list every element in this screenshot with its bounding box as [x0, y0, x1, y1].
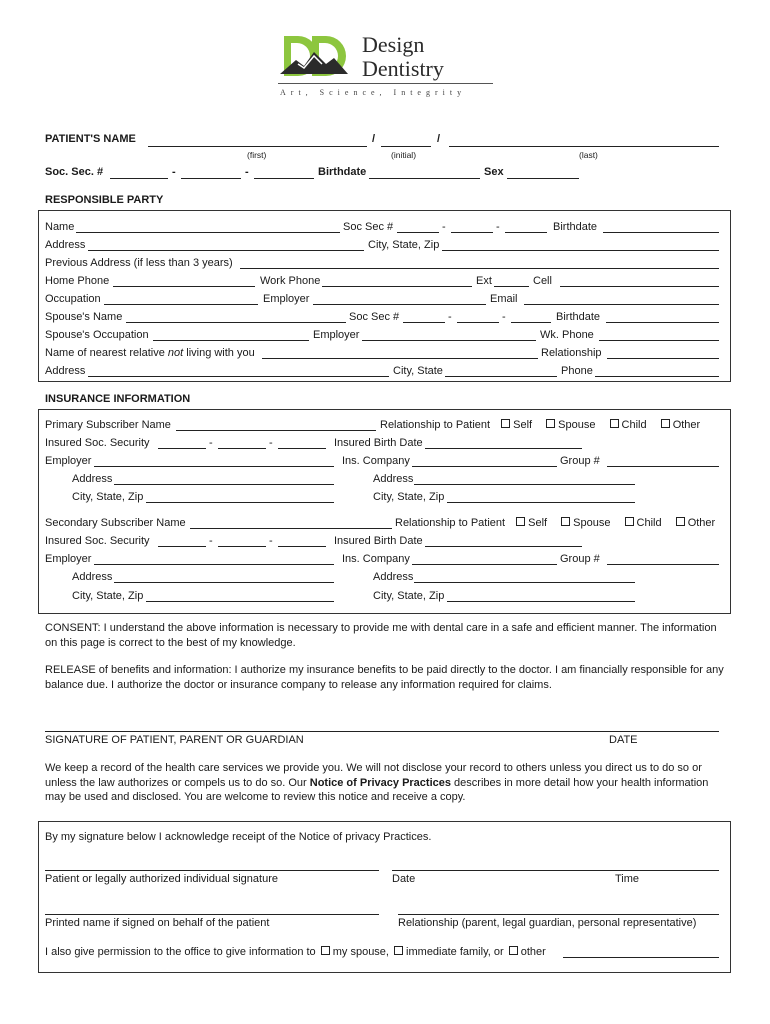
rp-socsec-label: Soc Sec # — [343, 221, 394, 233]
spouse-checkbox[interactable] — [546, 419, 555, 428]
ack-date-time-field[interactable] — [392, 870, 719, 871]
self-checkbox[interactable] — [501, 419, 510, 428]
ins-company-label: Ins. Company — [342, 455, 410, 467]
rp-spouse-employer-field[interactable] — [362, 340, 536, 341]
ack-signature-label: Patient or legally authorized individual signature — [45, 873, 278, 885]
ins2-ss-field-2[interactable] — [218, 546, 266, 547]
rp-socsec-field-1[interactable] — [397, 232, 439, 233]
logo-mark-icon — [278, 34, 356, 78]
rp-address-field[interactable] — [88, 250, 364, 251]
ack-printed-label: Printed name if signed on behalf of the patient — [45, 917, 270, 929]
rp-prev-address-label: Previous Address (if less than 3 years) — [45, 257, 233, 269]
privacy-post: describes in more detail how your health information may be used and disclosed. You are welcome to review this notice and receive a copy. — [45, 776, 709, 803]
rp-city-state-field[interactable] — [445, 376, 557, 377]
ins-secondary-field[interactable] — [190, 528, 392, 529]
ins2-company-field[interactable] — [412, 564, 557, 565]
ssn-field-3[interactable] — [254, 178, 314, 179]
rp-spouse-socsec-field-1[interactable] — [403, 322, 445, 323]
rp-citystatezip-field[interactable] — [442, 250, 719, 251]
nearest-italic: not — [167, 347, 184, 359]
signature-date-label: DATE — [609, 734, 638, 746]
ins2-co-address-field[interactable] — [414, 582, 635, 583]
ins-primary-label: Primary Subscriber Name — [45, 419, 171, 431]
self-checkbox[interactable] — [516, 517, 525, 526]
ins2-ss-field-3[interactable] — [278, 546, 326, 547]
slash: / — [372, 133, 376, 145]
ins-birth-field[interactable] — [425, 448, 582, 449]
ins-secondary-relationship — [395, 517, 715, 530]
rp-email-label: Email — [490, 293, 518, 305]
ack-time-label: Time — [615, 873, 640, 885]
dash: - — [209, 437, 213, 449]
ins-employer-label: Employer — [45, 455, 92, 467]
dash: - — [448, 311, 452, 323]
relationship-label: Relationship to Patient — [380, 419, 491, 431]
dash: - — [502, 311, 506, 323]
dash: - — [269, 535, 273, 547]
initial-caption: (initial) — [391, 150, 417, 160]
logo — [278, 30, 493, 98]
ins2-emp-address-label: Address — [72, 571, 113, 583]
rp-spouse-socsec-field-3[interactable] — [511, 322, 551, 323]
rp-relative-address-label: Address — [45, 365, 86, 377]
rp-occupation-field[interactable] — [104, 304, 258, 305]
rp-nearest-label — [45, 347, 255, 360]
ins2-emp-address-field[interactable] — [114, 582, 334, 583]
ins-primary-field[interactable] — [176, 430, 376, 431]
rp-prev-address-field[interactable] — [240, 268, 719, 269]
ins-emp-city-field[interactable] — [146, 502, 334, 503]
other-checkbox[interactable] — [661, 419, 670, 428]
other-permission-checkbox[interactable] — [509, 946, 518, 955]
ins2-birth-label: Insured Birth Date — [334, 535, 423, 547]
dash: - — [442, 221, 446, 233]
ins-emp-address-label: Address — [72, 473, 113, 485]
patient-initial-field[interactable] — [381, 146, 431, 147]
child-checkbox[interactable] — [625, 517, 634, 526]
privacy-pre: We keep a record of the health care services we provide you. We will not disclose your record to others unless you direct us to do so or unless the law authorizes or compels us to do so. Our — [45, 762, 702, 789]
sex-field[interactable] — [507, 178, 579, 179]
ins-emp-address-field[interactable] — [114, 484, 334, 485]
self-label: Self — [528, 517, 548, 529]
ack-relationship-label: Relationship (parent, legal guardian, personal representative) — [398, 917, 697, 929]
rp-citystatezip-label: City, State, Zip — [368, 239, 440, 251]
ins2-employer-field[interactable] — [94, 564, 334, 565]
rp-address-label: Address — [45, 239, 86, 251]
other-checkbox[interactable] — [676, 517, 685, 526]
slash: / — [437, 133, 441, 145]
rp-work-phone-label: Work Phone — [260, 275, 321, 287]
ins-secondary-label: Secondary Subscriber Name — [45, 517, 186, 529]
ins2-employer-label: Employer — [45, 553, 92, 565]
ins2-ss-label: Insured Soc. Security — [45, 535, 150, 547]
rp-phone-label: Phone — [561, 365, 593, 377]
patient-last-field[interactable] — [449, 146, 719, 147]
ack-relationship-field[interactable] — [398, 914, 719, 915]
child-label: Child — [621, 419, 647, 431]
logo-line1: Design — [362, 32, 425, 57]
first-caption: (first) — [247, 150, 267, 160]
ssn-label: Soc. Sec. # — [45, 166, 104, 178]
signature-field[interactable] — [45, 731, 719, 732]
ins2-group-label: Group # — [560, 553, 600, 565]
spouse-label: Spouse — [573, 517, 611, 529]
ins2-co-city-label: City, State, Zip — [373, 590, 445, 602]
dash: - — [209, 535, 213, 547]
ins-ss-field-2[interactable] — [218, 448, 266, 449]
ins-co-address-field[interactable] — [414, 484, 635, 485]
dash: - — [245, 166, 249, 178]
ins-co-city-label: City, State, Zip — [373, 491, 445, 503]
rp-socsec-field-3[interactable] — [505, 232, 547, 233]
ack-signature-field[interactable] — [45, 870, 379, 871]
ins-group-field[interactable] — [607, 466, 719, 467]
ins-primary-relationship — [380, 419, 700, 432]
self-label: Self — [513, 419, 533, 431]
rp-spouse-employer-label: Employer — [313, 329, 360, 341]
responsible-heading: RESPONSIBLE PARTY — [45, 194, 164, 206]
rp-spouse-socsec-label: Soc Sec # — [349, 311, 400, 323]
rp-phone-field[interactable] — [595, 376, 719, 377]
ins2-group-field[interactable] — [607, 564, 719, 565]
rp-socsec-field-2[interactable] — [451, 232, 493, 233]
other-label: Other — [687, 517, 716, 529]
rp-spouse-occupation-label: Spouse's Occupation — [45, 329, 149, 341]
ins2-co-address-label: Address — [373, 571, 414, 583]
insurance-heading: INSURANCE INFORMATION — [45, 393, 191, 405]
ack-other-field[interactable] — [563, 957, 719, 958]
consent-text: CONSENT: I understand the above information is necessary to provide me with dental care in a safe and efficient manner. The information on this page is correct to the best of my knowledge. — [45, 622, 717, 649]
ssn-field-2[interactable] — [181, 178, 241, 179]
child-label: Child — [636, 517, 662, 529]
rp-cell-label: Cell — [533, 275, 552, 287]
dash: - — [496, 221, 500, 233]
rp-relationship-field[interactable] — [607, 358, 719, 359]
birthdate-field[interactable] — [369, 178, 480, 179]
rp-wk-phone-field[interactable] — [599, 340, 719, 341]
nearest-post: living with you — [183, 347, 255, 359]
privacy-text — [45, 761, 725, 805]
rp-wk-phone-label: Wk. Phone — [540, 329, 594, 341]
last-caption: (last) — [579, 150, 598, 160]
rp-birthdate-label: Birthdate — [553, 221, 598, 233]
other-permission-label: other — [520, 946, 546, 958]
rp-home-phone-label: Home Phone — [45, 275, 110, 287]
ins2-company-label: Ins. Company — [342, 553, 410, 565]
nearest-pre: Name of nearest relative — [45, 347, 168, 359]
ack-permission — [45, 946, 546, 959]
ins2-birth-field[interactable] — [425, 546, 582, 547]
rp-cell-field[interactable] — [560, 286, 719, 287]
rp-relative-address-field[interactable] — [88, 376, 389, 377]
ins2-emp-city-field[interactable] — [146, 601, 334, 602]
sex-label: Sex — [484, 166, 504, 178]
ins2-ss-field-1[interactable] — [158, 546, 206, 547]
immediate-family-checkbox[interactable] — [394, 946, 403, 955]
ins-ss-label: Insured Soc. Security — [45, 437, 150, 449]
ins-ss-field-3[interactable] — [278, 448, 326, 449]
ins2-emp-city-label: City, State, Zip — [72, 590, 144, 602]
rp-ext-label: Ext — [476, 275, 492, 287]
rp-relationship-label: Relationship — [541, 347, 602, 359]
rp-occupation-label: Occupation — [45, 293, 101, 305]
rp-spouse-socsec-field-2[interactable] — [457, 322, 499, 323]
release-text: RELEASE of benefits and information: I authorize my insurance benefits to be paid directly to the doctor. I am financially responsible for any balance due. I authorize the doctor or insurance company to release any information required for claims. — [45, 664, 724, 691]
rp-spouse-name-field[interactable] — [126, 322, 346, 323]
rp-ext-field[interactable] — [494, 286, 529, 287]
rp-employer-label: Employer — [263, 293, 310, 305]
ssn-field-1[interactable] — [110, 178, 168, 179]
logo-tagline: Art, Science, Integrity — [280, 88, 467, 97]
rp-home-phone-field[interactable] — [113, 286, 255, 287]
ins-group-label: Group # — [560, 455, 600, 467]
rp-name-field[interactable] — [76, 232, 340, 233]
ins-employer-field[interactable] — [94, 466, 334, 467]
ins-company-field[interactable] — [412, 466, 557, 467]
rp-employer-field[interactable] — [313, 304, 486, 305]
rp-spouse-name-label: Spouse's Name — [45, 311, 123, 323]
signature-label: SIGNATURE OF PATIENT, PARENT OR GUARDIAN — [45, 734, 304, 746]
immediate-family-label: immediate family, or — [406, 946, 504, 958]
ack-date-label: Date — [392, 873, 416, 885]
birthdate-label: Birthdate — [318, 166, 367, 178]
ins2-co-city-field[interactable] — [447, 601, 635, 602]
rp-city-state-label: City, State — [393, 365, 443, 377]
ins-ss-field-1[interactable] — [158, 448, 206, 449]
rp-spouse-occupation-field[interactable] — [153, 340, 309, 341]
rp-email-field[interactable] — [524, 304, 719, 305]
permission-pre: I also give permission to the office to give information to — [45, 946, 316, 958]
privacy-notice-bold: Notice of Privacy Practices — [309, 776, 451, 789]
spouse-label: Spouse — [558, 419, 596, 431]
ins-emp-city-label: City, State, Zip — [72, 491, 144, 503]
ins-birth-label: Insured Birth Date — [334, 437, 423, 449]
logo-line2: Dentistry — [362, 56, 444, 81]
rp-spouse-birthdate-field[interactable] — [606, 322, 719, 323]
rp-birthdate-field[interactable] — [603, 232, 719, 233]
ack-intro: By my signature below I acknowledge receipt of the Notice of privacy Practices. — [45, 831, 432, 843]
my-spouse-label: my spouse, — [332, 946, 389, 958]
rp-name-label: Name — [45, 221, 75, 233]
ack-printed-field[interactable] — [45, 914, 379, 915]
rp-nearest-field[interactable] — [262, 358, 538, 359]
other-label: Other — [672, 419, 701, 431]
my-spouse-checkbox[interactable] — [321, 946, 330, 955]
child-checkbox[interactable] — [610, 419, 619, 428]
spouse-checkbox[interactable] — [561, 517, 570, 526]
relationship-label: Relationship to Patient — [395, 517, 506, 529]
patient-first-field[interactable] — [148, 146, 367, 147]
dash: - — [172, 166, 176, 178]
patient-name-label: PATIENT'S NAME — [45, 133, 136, 145]
ins-co-address-label: Address — [373, 473, 414, 485]
dash: - — [269, 437, 273, 449]
rp-spouse-birthdate-label: Birthdate — [556, 311, 601, 323]
rp-work-phone-field[interactable] — [322, 286, 472, 287]
ins-co-city-field[interactable] — [447, 502, 635, 503]
